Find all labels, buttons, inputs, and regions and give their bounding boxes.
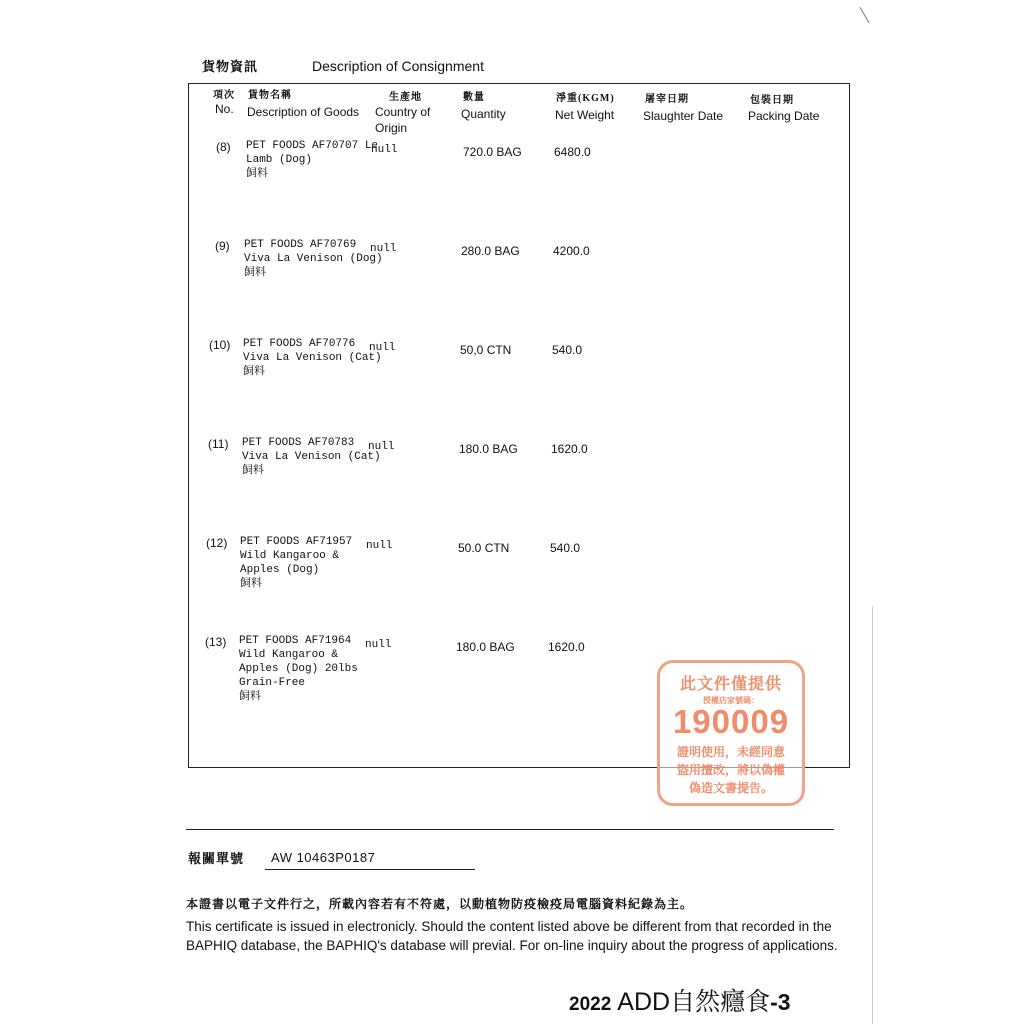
row-origin: null xyxy=(371,144,398,156)
row-no: (13) xyxy=(205,635,227,649)
footer-name: ADD自然癮食 xyxy=(617,988,771,1016)
stamp-line4: 盜用擅改，將以偽權 xyxy=(676,763,785,777)
row-net-weight: 540.0 xyxy=(552,343,583,357)
section-title-zh: 貨物資訊 xyxy=(202,59,259,74)
row-no: (12) xyxy=(206,536,228,550)
row-quantity: 180.0 BAG xyxy=(456,640,515,654)
row-net-weight: 4200.0 xyxy=(553,244,590,258)
row-net-weight: 540.0 xyxy=(550,541,581,555)
row-net-weight: 1620.0 xyxy=(551,442,588,456)
row-no: (10) xyxy=(209,338,231,352)
col-goods-zh: 貨物名稱 xyxy=(248,90,292,101)
row-description: PET FOODS AF70776 Viva La Venison (Cat) 飼料 xyxy=(243,338,382,378)
footer-tag xyxy=(569,982,791,1018)
row-description: PET FOODS AF70707 Le Lamb (Dog) 飼料 xyxy=(246,140,379,180)
row-description: PET FOODS AF71964 Wild Kangaroo & Apples (Dog) 20lbs Grain-Free 飼料 xyxy=(239,635,358,703)
row-quantity: 280.0 BAG xyxy=(461,244,520,258)
row-description: PET FOODS AF71957 Wild Kangaroo & Apples (Dog) 飼料 xyxy=(240,536,353,590)
row-no: (8) xyxy=(216,140,231,154)
divider xyxy=(186,829,834,830)
col-no-zh: 項次 xyxy=(213,90,235,101)
authorization-stamp xyxy=(657,660,805,806)
stamp-line2: 授權店家號碼： xyxy=(703,696,759,705)
row-description: PET FOODS AF70783 Viva La Venison (Cat) 飼料 xyxy=(242,437,381,477)
footer-suffix: -3 xyxy=(770,989,791,1015)
row-net-weight: 1620.0 xyxy=(548,640,585,654)
row-quantity: 50.0 CTN xyxy=(458,541,510,555)
row-origin: null xyxy=(366,540,393,552)
col-weight-en: Net Weight xyxy=(555,108,615,122)
row-quantity: 720.0 BAG xyxy=(463,145,522,159)
row-origin: null xyxy=(369,342,396,354)
col-weight-zh: 淨重(KGM) xyxy=(556,93,615,104)
scan-edge-mark xyxy=(860,7,870,23)
row-quantity: 50,0 CTN xyxy=(460,343,512,357)
col-no-en: No. xyxy=(215,102,234,116)
stamp-line3: 證明使用，未經同意 xyxy=(676,745,785,759)
col-slaughter-zh: 屠宰日期 xyxy=(645,94,689,105)
col-origin-zh: 生產地 xyxy=(389,92,422,103)
row-no: (9) xyxy=(215,239,230,253)
declaration-label: 報關單號 xyxy=(188,851,245,866)
col-packing-en: Packing Date xyxy=(748,109,820,123)
col-qty-zh: 數量 xyxy=(463,92,485,103)
col-origin-en: Country of Origin xyxy=(375,105,431,135)
section-title-en: Description of Consignment xyxy=(312,58,484,74)
stamp-code: 190009 xyxy=(672,703,790,740)
stamp-line1: 此文件僅提供 xyxy=(679,676,782,693)
declaration-number: AW 10463P0187 xyxy=(271,850,376,865)
row-net-weight: 6480.0 xyxy=(554,145,591,159)
row-no: (11) xyxy=(208,437,229,451)
row-origin: null xyxy=(365,639,392,651)
notice-en: This certificate is issued in electronicly. Should the content listed above be different from that recorded in the BAPHIQ database, the BAPHIQ's database will previal. For on-line inquiry about the progress of applications. xyxy=(186,919,838,953)
row-description: PET FOODS AF70769 Viva La Venison (Dog) 飼料 xyxy=(244,239,383,279)
stamp-line5: 偽造文書提告。 xyxy=(688,781,773,795)
row-quantity: 180.0 BAG xyxy=(459,442,518,456)
scan-edge-line xyxy=(872,606,873,1024)
col-goods-en: Description of Goods xyxy=(247,105,360,119)
col-qty-en: Quantity xyxy=(461,107,506,121)
notice-zh: 本證書以電子文件行之，所載內容若有不符處，以動植物防疫檢疫局電腦資料紀錄為主。 xyxy=(186,897,694,911)
footer-year: 2022 xyxy=(569,994,612,1015)
declaration-underline xyxy=(265,869,475,870)
col-packing-zh: 包裝日期 xyxy=(750,95,794,106)
row-origin: null xyxy=(368,441,395,453)
row-origin: null xyxy=(370,243,397,255)
col-slaughter-en: Slaughter Date xyxy=(643,109,724,123)
